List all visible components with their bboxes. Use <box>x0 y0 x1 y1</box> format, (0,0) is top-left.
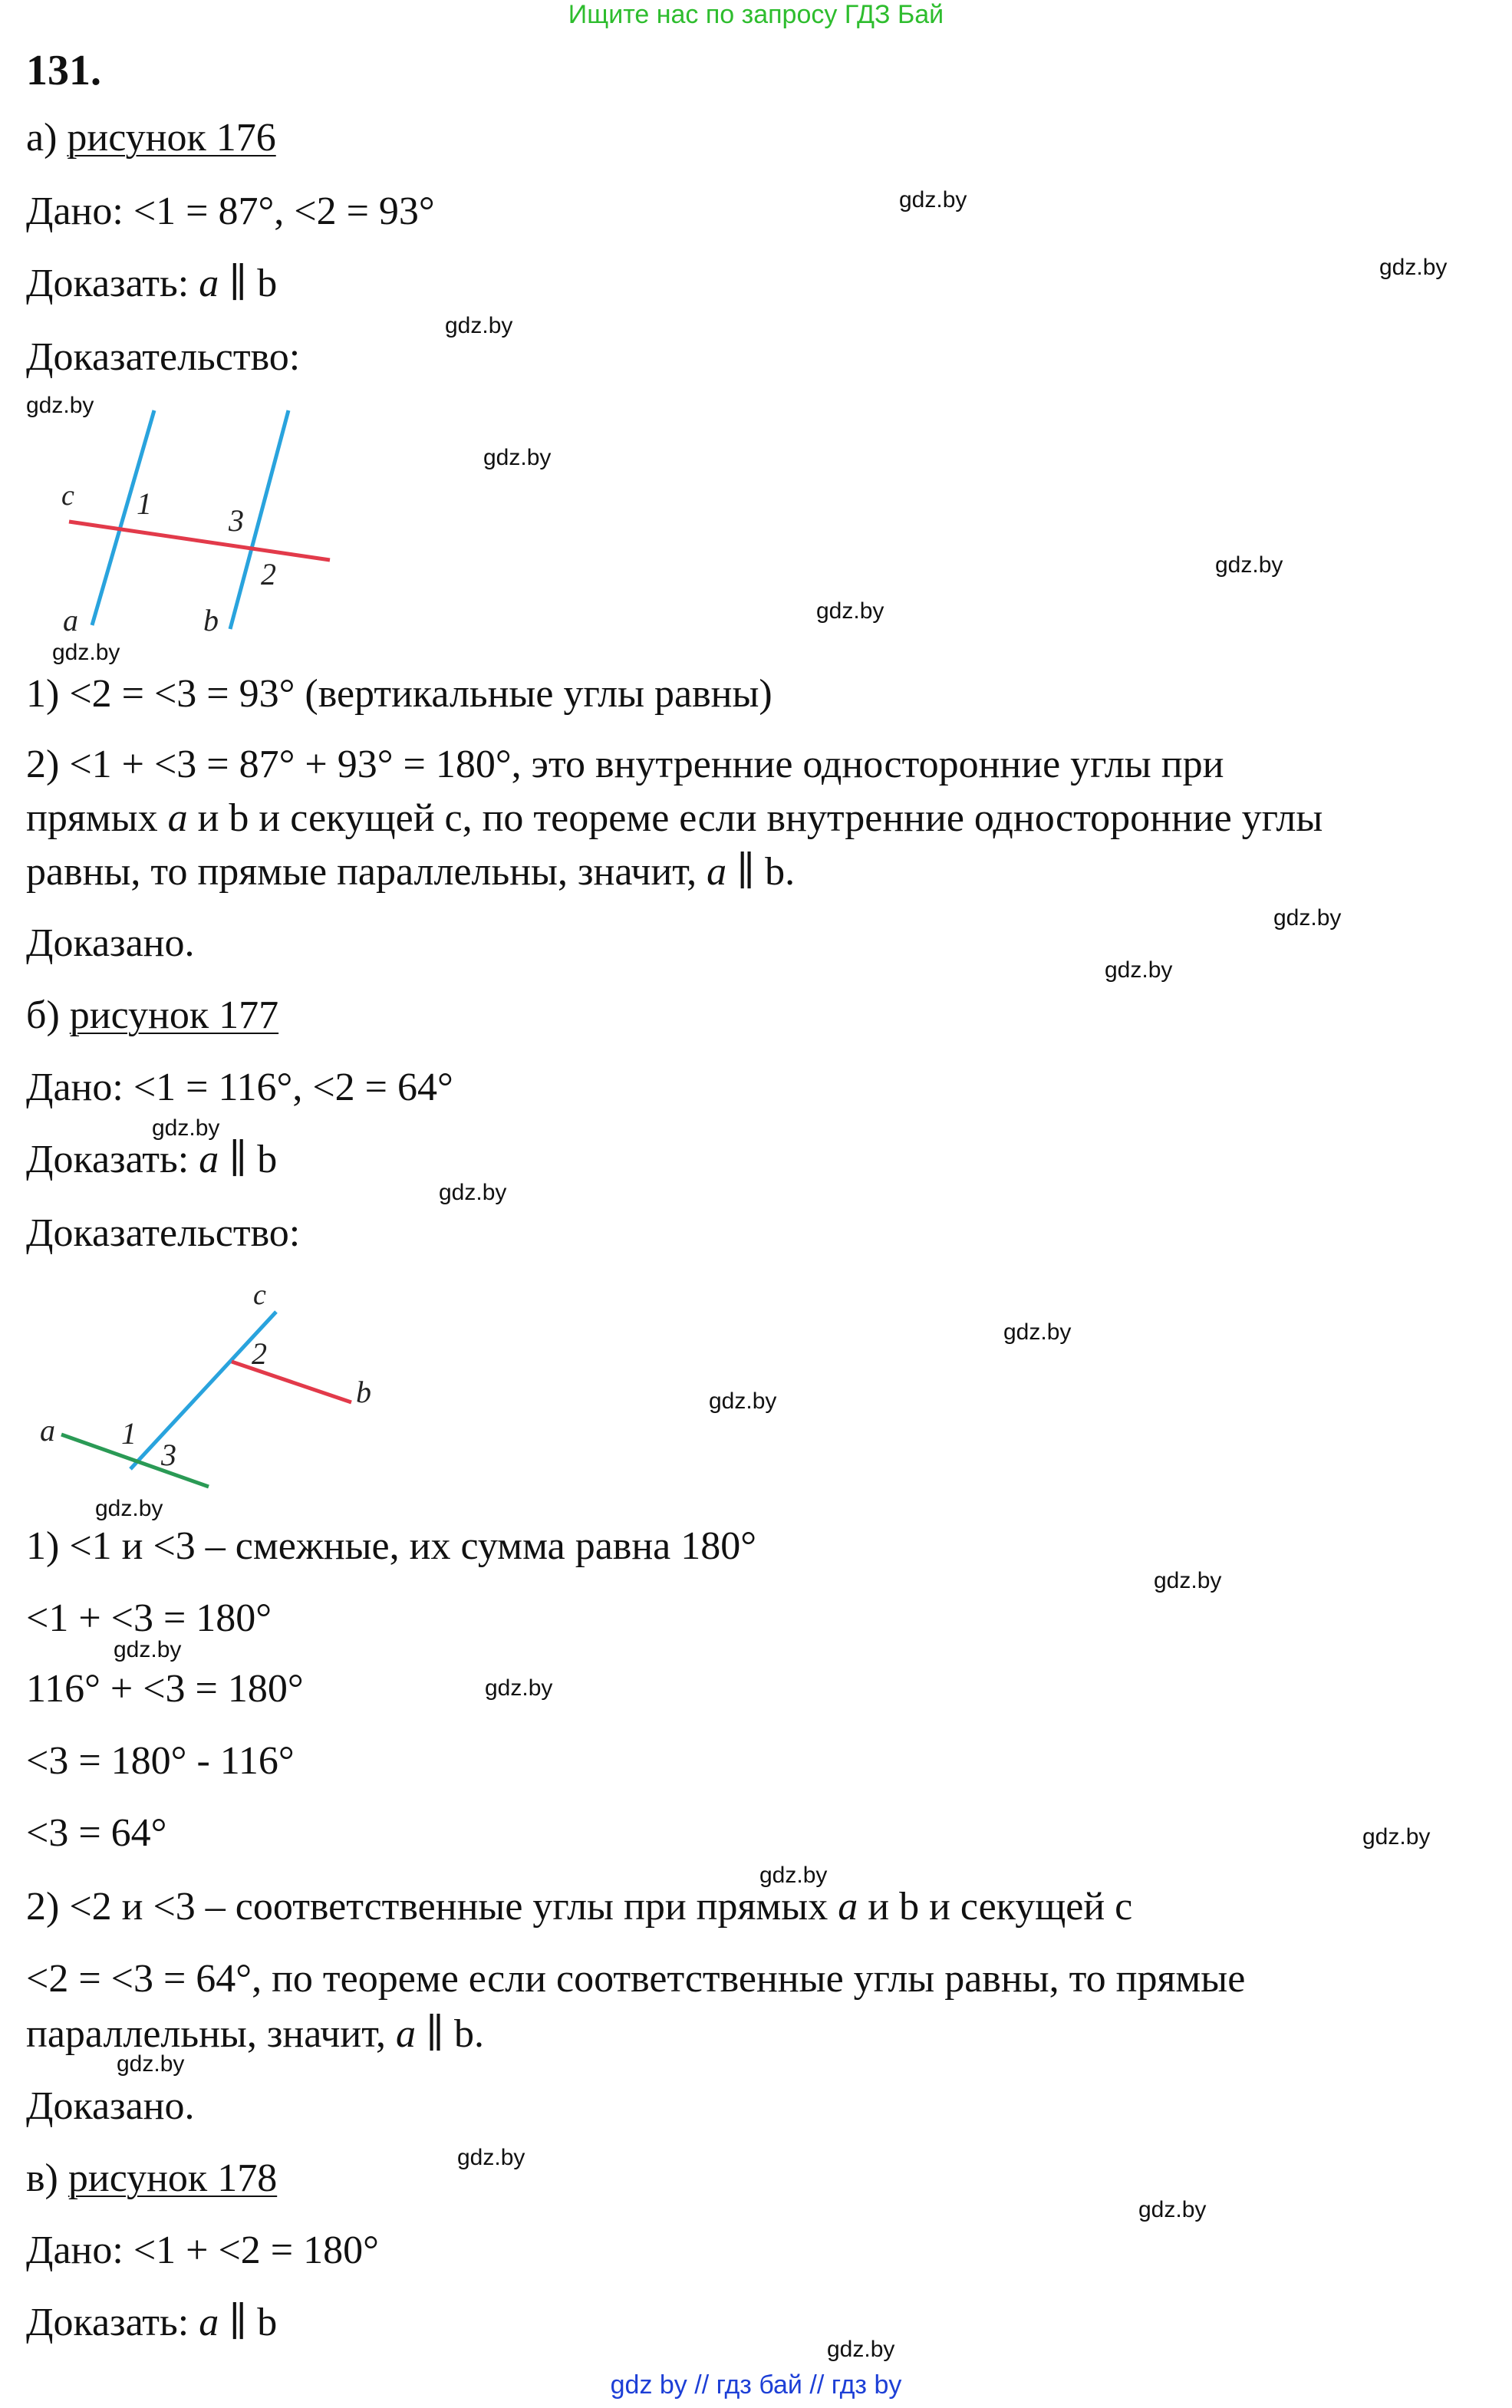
watermark: gdz.by <box>1379 255 1448 280</box>
line-b <box>232 1362 351 1402</box>
watermark: gdz.by <box>816 598 884 624</box>
label-a: a <box>63 603 78 637</box>
part-b-prove <box>26 1137 277 1183</box>
part-a-prefix: а) <box>26 116 68 160</box>
part-c-given: Дано: <1 + <2 = 180° <box>26 2228 379 2272</box>
text: равны, то прямые параллельны, значит, <box>26 850 707 894</box>
line-c <box>69 522 330 560</box>
part-c-prove <box>26 2300 277 2346</box>
label-b: b <box>203 603 219 637</box>
label-b: b <box>356 1375 371 1409</box>
part-b-eq-2: 116° + <3 = 180° <box>26 1667 304 1711</box>
watermark: gdz.by <box>483 445 552 470</box>
line-a-symbol: a <box>167 796 188 840</box>
watermark: gdz.by <box>114 1637 182 1662</box>
line-a-symbol: a <box>199 262 219 305</box>
text: ∥ b. <box>416 2012 485 2056</box>
watermark: gdz.by <box>445 313 513 338</box>
prove-prefix: Доказать: <box>26 262 199 305</box>
label-angle-3: 3 <box>161 1438 176 1472</box>
line-a-symbol: a <box>199 2301 219 2344</box>
part-b-step-3-line-2 <box>26 2011 484 2057</box>
prove-rest: ∥ b <box>219 262 278 305</box>
part-b-eq-3: <3 = 180° - 116° <box>26 1739 295 1783</box>
watermark: gdz.by <box>1215 552 1283 578</box>
label-c: c <box>253 1279 266 1311</box>
watermark: gdz.by <box>117 2051 185 2077</box>
watermark: gdz.by <box>485 1675 553 1701</box>
line-a-symbol: a <box>707 850 727 894</box>
prove-rest: ∥ b <box>219 1138 278 1181</box>
watermark: gdz.by <box>1003 1319 1072 1345</box>
part-b-step-2 <box>26 1884 1132 1930</box>
part-c-label <box>26 2156 277 2202</box>
part-b-proof-title: Доказательство: <box>26 1211 301 1255</box>
figure-177-link[interactable]: рисунок 177 <box>69 993 279 1037</box>
watermark: gdz.by <box>759 1863 828 1888</box>
watermark: gdz.by <box>899 187 967 212</box>
part-b-label <box>26 993 278 1039</box>
label-angle-2: 2 <box>261 557 276 591</box>
part-b-done: Доказано. <box>26 2084 195 2128</box>
watermark: gdz.by <box>1105 957 1173 983</box>
text: 2) <2 и <3 – соответственные углы при прямых <box>26 1885 838 1929</box>
text: параллельны, значит, <box>26 2012 397 2056</box>
part-b-given: Дано: <1 = 116°, <2 = 64° <box>26 1066 453 1109</box>
prove-rest: ∥ b <box>219 2301 278 2344</box>
watermark: gdz.by <box>709 1388 777 1414</box>
label-angle-1: 1 <box>137 486 152 521</box>
part-b-step-1: 1) <1 и <3 – смежные, их сумма равна 180° <box>26 1524 757 1568</box>
part-a-step-1: 1) <2 = <3 = 93° (вертикальные углы равны) <box>26 672 772 716</box>
watermark: gdz.by <box>26 393 94 418</box>
watermark: gdz.by <box>152 1115 220 1141</box>
part-c-prefix: в) <box>26 2156 68 2200</box>
figure-176-link[interactable]: рисунок 176 <box>67 116 276 160</box>
text: и b и секущей c <box>858 1885 1133 1929</box>
part-a-prove <box>26 261 277 307</box>
figure-177 <box>31 1273 399 1504</box>
label-a: a <box>40 1413 55 1448</box>
line-a-symbol: a <box>838 1885 858 1929</box>
part-a-given: Дано: <1 = 87°, <2 = 93° <box>26 189 435 233</box>
watermark: gdz.by <box>1154 1568 1222 1593</box>
line-a-symbol: a <box>396 2012 417 2056</box>
line-c <box>130 1312 276 1469</box>
watermark: gdz.by <box>1362 1824 1431 1850</box>
label-c: c <box>61 479 74 512</box>
part-a-label <box>26 115 276 161</box>
part-a-step-2-line-1: 2) <1 + <3 = 87° + 93° = 180°, это внутренние односторонние углы при <box>26 743 1224 786</box>
part-a-step-2-line-2 <box>26 796 1323 842</box>
top-banner[interactable]: Ищите нас по запросу ГДЗ Бай <box>568 0 944 29</box>
part-a-proof-title: Доказательство: <box>26 335 301 379</box>
part-b-eq-1: <1 + <3 = 180° <box>26 1596 272 1640</box>
text: и b и секущей c, по теореме если внутренние односторонние углы <box>187 796 1323 840</box>
prove-prefix: Доказать: <box>26 2301 199 2344</box>
label-angle-1: 1 <box>121 1416 137 1451</box>
figure-178-link[interactable]: рисунок 178 <box>68 2156 278 2200</box>
watermark: gdz.by <box>457 2145 525 2170</box>
part-a-done: Доказано. <box>26 921 195 965</box>
label-angle-2: 2 <box>252 1336 267 1371</box>
task-number: 131. <box>26 47 101 94</box>
prove-prefix: Доказать: <box>26 1138 199 1181</box>
watermark: gdz.by <box>827 2337 895 2362</box>
text: прямых <box>26 796 168 840</box>
figure-176 <box>54 399 345 644</box>
watermark: gdz.by <box>95 1496 163 1521</box>
part-b-prefix: б) <box>26 993 70 1037</box>
bottom-banner[interactable]: gdz by // гдз бай // гдз by <box>610 2370 902 2400</box>
part-b-eq-4: <3 = 64° <box>26 1811 167 1855</box>
watermark: gdz.by <box>52 640 120 665</box>
line-a-symbol: a <box>199 1138 219 1181</box>
watermark: gdz.by <box>439 1180 507 1205</box>
label-angle-3: 3 <box>229 503 244 538</box>
part-b-step-3-line-1: <2 = <3 = 64°, по теореме если соответственные углы равны, то прямые <box>26 1957 1246 2001</box>
watermark: gdz.by <box>1138 2197 1207 2222</box>
watermark: gdz.by <box>1273 905 1342 931</box>
part-a-step-2-line-3 <box>26 849 795 895</box>
text: ∥ b. <box>726 850 796 894</box>
